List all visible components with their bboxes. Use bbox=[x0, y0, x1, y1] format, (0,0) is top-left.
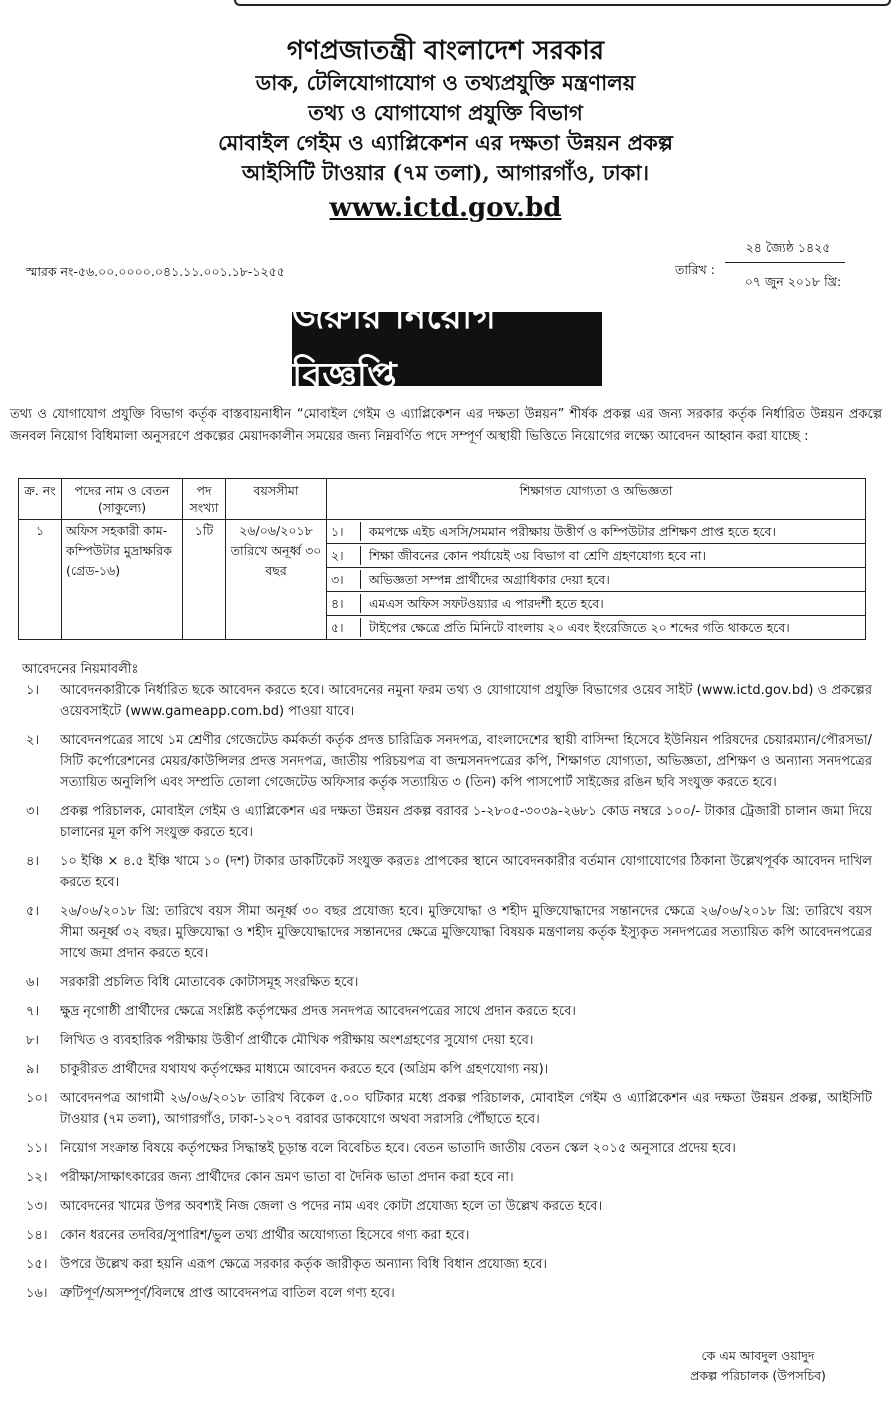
table-header-row bbox=[19, 479, 866, 520]
project-title: মোবাইল গেইম ও এ্যাপ্লিকেশন এর দক্ষতা উন্নয়ন প্রকল্প bbox=[218, 130, 673, 155]
division-title: তথ্য ও যোগাযোগ প্রযুক্তি বিভাগ bbox=[308, 100, 583, 125]
list-item: ২। শিক্ষা জীবনের কোন পর্যায়েই ৩য় বিভাগ বা শ্রেণি গ্রহণযোগ্য হবে না। bbox=[327, 544, 865, 568]
list-item: ১৫। উপরে উল্লেখ করা হয়নি এরূপ ক্ষেত্রে সরকার কর্তৃক জারীকৃত অন্যান্য বিধি বিধান প্রযোজ্য হবে। bbox=[26, 1257, 548, 1272]
memo-number: স্মারক নং-৫৬.০০.০০০০.০৪১.১১.০০১.১৮-১২৫৫ bbox=[26, 264, 285, 279]
date-bangla: ২৪ জ্যৈষ্ঠ ১৪২৫ bbox=[745, 240, 831, 255]
qualification-list bbox=[327, 520, 865, 639]
list-item: ৯। চাকুরীরত প্রার্থীদের যথাযথ কর্তৃপক্ষের মাধ্যমে আবেদন করতে হবে (অগ্রিম কপি গ্রহণযোগ্য নয়)। bbox=[26, 1062, 549, 1077]
government-title: গণপ্রজাতন্ত্রী বাংলাদেশ সরকার bbox=[286, 36, 605, 66]
list-item: ৬। সরকারী প্রচলিত বিধি মোতাবেক কোটাসমূহ সংরক্ষিত হবে। bbox=[26, 975, 359, 990]
date-english: ০৭ জুন ২০১৮ খ্রি: bbox=[744, 274, 842, 289]
list-item: ৪। ১০ ইঞ্চি × ৪.৫ ইঞ্চি খামে ১০ (দশ) টাকার ডাকটিকেট সংযুক্ত করতঃ প্রাপকের স্থানে আবেদনকারীর বর্তমান যোগাযোগের ঠিকানা উল্লেখপূর্বক আবেদন দাখিল করতে হবে। bbox=[26, 854, 872, 890]
list-item: ২। আবেদনপত্রের সাথে ১ম শ্রেণীর গেজেটেড কর্মকর্তা কর্তৃক প্রদত্ত চারিত্রিক সনদপত্র, বাংলাদেশের স্থায়ী বাসিন্দা হিসেবে ইউনিয়ন পরিষদের চেয়ারম্যান/পৌরসভা/সিটি কর্পোরেশনের মেয়র/কাউন্সিলর প্রদত্ত সনদপত্র, জাতীয় পরিচয়পত্র বা জন্মসনদপত্রের কপি, শিক্ষাগত যোগ্যতা, অভিজ্ঞতা, প্রশিক্ষণ ও অন্যান্য সনদপত্রের সত্যায়িত অনুলিপি এবং সম্প্রতি তোলা গেজেটেড অফিসার কর্তৃক সত্যায়িত ৩ (তিন) কপি পাসপোর্ট সাইজের রঙিন ছবি সংযুক্ত করতে হবে। bbox=[26, 733, 872, 790]
col-qualification: শিক্ষাগত যোগ্যতা ও অভিজ্ঞতা bbox=[327, 479, 866, 520]
table-row bbox=[19, 520, 866, 640]
list-item: ১। আবেদনকারীকে নির্ধারিত ছকে আবেদন করতে হবে। আবেদনের নমুনা ফরম তথ্য ও যোগাযোগ প্রযুক্তি বিভাগের ওয়েব সাইট (www.ictd.gov.bd) ও প্রকল্পের ওয়েবসাইটে (www.gameapp.com.bd) পাওয়া যাবে। bbox=[26, 683, 872, 719]
signature-block bbox=[658, 1346, 858, 1386]
notice-banner: জরুরি নিয়োগ বিজ্ঞপ্তি bbox=[292, 312, 602, 386]
intro-paragraph: তথ্য ও যোগাযোগ প্রযুক্তি বিভাগ কর্তৃক বাস্তবায়নাধীন “মোবাইল গেইম ও এ্যাপ্লিকেশন এর দক্ষতা উন্নয়ন” শীর্ষক প্রকল্প এর জন্য সরকার কর্তৃক নির্ধারিত উন্নয়ন প্রকল্পে জনবল নিয়োগ বিধিমালা অনুসরণে প্রকল্পের মেয়াদকালীন সময়ের জন্য নিম্নবর্ণিত পদে সম্পূর্ণ অস্থায়ী ভিত্তিতে নিয়োগের লক্ষ্যে আবেদন আহ্বান করা যাচ্ছে : bbox=[10, 407, 882, 444]
list-item: ৪। এমএস অফিস সফটওয়্যার এ পারদর্শী হতে হবে। bbox=[327, 592, 865, 616]
row-serial: ১ bbox=[19, 520, 62, 640]
vacancy-table bbox=[18, 478, 866, 640]
rules-heading: আবেদনের নিয়মাবলীঃ bbox=[22, 662, 139, 677]
col-count: পদ সংখ্যা bbox=[183, 479, 226, 520]
letterhead bbox=[0, 34, 891, 228]
list-item: ৫। ২৬/০৬/২০১৮ খ্রি: তারিখে বয়স সীমা অনূর্ধ্ব ৩০ বছর প্রযোজ্য হবে। মুক্তিযোদ্ধা ও শহীদ মুক্তিযোদ্ধাদের সন্তানদের ক্ষেত্রে ২৬/০৬/২০১৮ খ্রি: তারিখে বয়স সীমা অনূর্ধ্ব ৩২ বছর। মুক্তিযোদ্ধা ও শহীদ মুক্তিযোদ্ধাদের সন্তানদের ক্ষেত্রে মুক্তিযোদ্ধা বিষয়ক মন্ত্রণালয় কর্তৃক ইস্যুকৃত সনদপত্রের সত্যায়িত কপি আবেদনপত্রের সাথে জমা প্রদান করতে হবে। bbox=[26, 904, 872, 961]
list-item: ১১। নিয়োগ সংক্রান্ত বিষয়ে কর্তৃপক্ষের সিদ্ধান্তই চূড়ান্ত বলে বিবেচিত হবে। বেতন ভাতাদি জাতীয় বেতন স্কেল ২০১৫ অনুসারে প্রদেয় হবে। bbox=[26, 1141, 736, 1156]
signatory-name: কে এম আবদুল ওয়াদুদ bbox=[701, 1348, 815, 1363]
list-item: ৮। লিখিত ও ব্যবহারিক পরীক্ষায় উত্তীর্ণ প্রার্থীকে মৌখিক পরীক্ষায় অংশগ্রহণের সুযোগ দেয়া হবে। bbox=[26, 1033, 534, 1048]
rules-list bbox=[10, 680, 872, 1312]
list-item: ১০। আবেদনপত্র আগামী ২৬/০৬/২০১৮ তারিখ বিকেল ৫.০০ ঘটিকার মধ্যে প্রকল্প পরিচালক, মোবাইল গেইম ও এ্যাপ্লিকেশন এর দক্ষতা উন্নয়ন প্রকল্প, আইসিটি টাওয়ার (৭ম তলা), আগারগাঁও, ঢাকা-১২০৭ বরাবর ডাকযোগে অথবা সরাসরি পৌঁছাতে হবে। bbox=[26, 1091, 872, 1127]
row-count: ১টি bbox=[183, 520, 226, 640]
ministry-title: ডাক, টেলিযোগাযোগ ও তথ্যপ্রযুক্তি মন্ত্রণালয় bbox=[255, 70, 636, 95]
col-serial: ক্র. নং bbox=[19, 479, 62, 520]
row-age: ২৬/০৬/২০১৮ তারিখে অনূর্ধ্ব ৩০ বছর bbox=[226, 520, 327, 640]
col-age: বয়সসীমা bbox=[226, 479, 327, 520]
top-border-decoration bbox=[234, 0, 891, 6]
row-qualifications bbox=[327, 520, 866, 640]
list-item: ১২। পরীক্ষা/সাক্ষাৎকারের জন্য প্রার্থীদের কোন ভ্রমণ ভাতা বা দৈনিক ভাতা প্রদান করা হবে না। bbox=[26, 1170, 514, 1185]
website-link[interactable]: www.ictd.gov.bd bbox=[329, 193, 562, 223]
list-item: ১৪। কোন ধরনের তদবির/সুপারিশ/ভুল তথ্য প্রার্থীর অযোগ্যতা হিসেবে গণ্য করা হবে। bbox=[26, 1228, 470, 1243]
list-item: ১। কমপক্ষে এইচ এসসি/সমমান পরীক্ষায় উত্তীর্ণ ও কম্পিউটার প্রশিক্ষণ প্রাপ্ত হতে হবে। bbox=[327, 520, 865, 544]
row-post: অফিস সহকারী কাম-কম্পিউটার মুদ্রাক্ষরিক (গ্রেড-১৬) bbox=[62, 520, 183, 640]
list-item: ৩। অভিজ্ঞতা সম্পন্ন প্রার্থীদের অগ্রাধিকার দেয়া হবে। bbox=[327, 568, 865, 592]
date-divider bbox=[725, 262, 845, 263]
signatory-designation: প্রকল্প পরিচালক (উপসচিব) bbox=[690, 1368, 826, 1383]
list-item: ১৬। ত্রুটিপূর্ণ/অসম্পূর্ণ/বিলম্বে প্রাপ্ত আবেদনপত্র বাতিল বলে গণ্য হবে। bbox=[26, 1286, 395, 1301]
office-address: আইসিটি টাওয়ার (৭ম তলা), আগারগাঁও, ঢাকা। bbox=[241, 160, 650, 185]
list-item: ৫। টাইপের ক্ষেত্রে প্রতি মিনিটে বাংলায় ২০ এবং ইংরেজিতে ২০ শব্দের গতি থাকতে হবে। bbox=[327, 616, 865, 639]
list-item: ১৩। আবেদনের খামের উপর অবশ্যই নিজ জেলা ও পদের নাম এবং কোটা প্রযোজ্য হলে তা উল্লেখ করতে হবে। bbox=[26, 1199, 603, 1214]
list-item: ৩। প্রকল্প পরিচালক, মোবাইল গেইম ও এ্যাপ্লিকেশন এর দক্ষতা উন্নয়ন প্রকল্প বরাবর ১-২৮০৫-৩০৩৯-২৬৮১ কোড নম্বরে ১০০/- টাকার ট্রেজারী চালান জমা দিয়ে চালানের মূল কপি সংযুক্ত করতে হবে। bbox=[26, 804, 872, 840]
col-post: পদের নাম ও বেতন (সাকুল্যে) bbox=[62, 479, 183, 520]
date-label: তারিখ : bbox=[675, 262, 715, 277]
list-item: ৭। ক্ষুদ্র নৃগোষ্ঠী প্রার্থীদের ক্ষেত্রে সংশ্লিষ্ট কর্তৃপক্ষের প্রদত্ত সনদপত্র আবেদনপত্রের সাথে প্রদান করতে হবে। bbox=[26, 1004, 576, 1019]
